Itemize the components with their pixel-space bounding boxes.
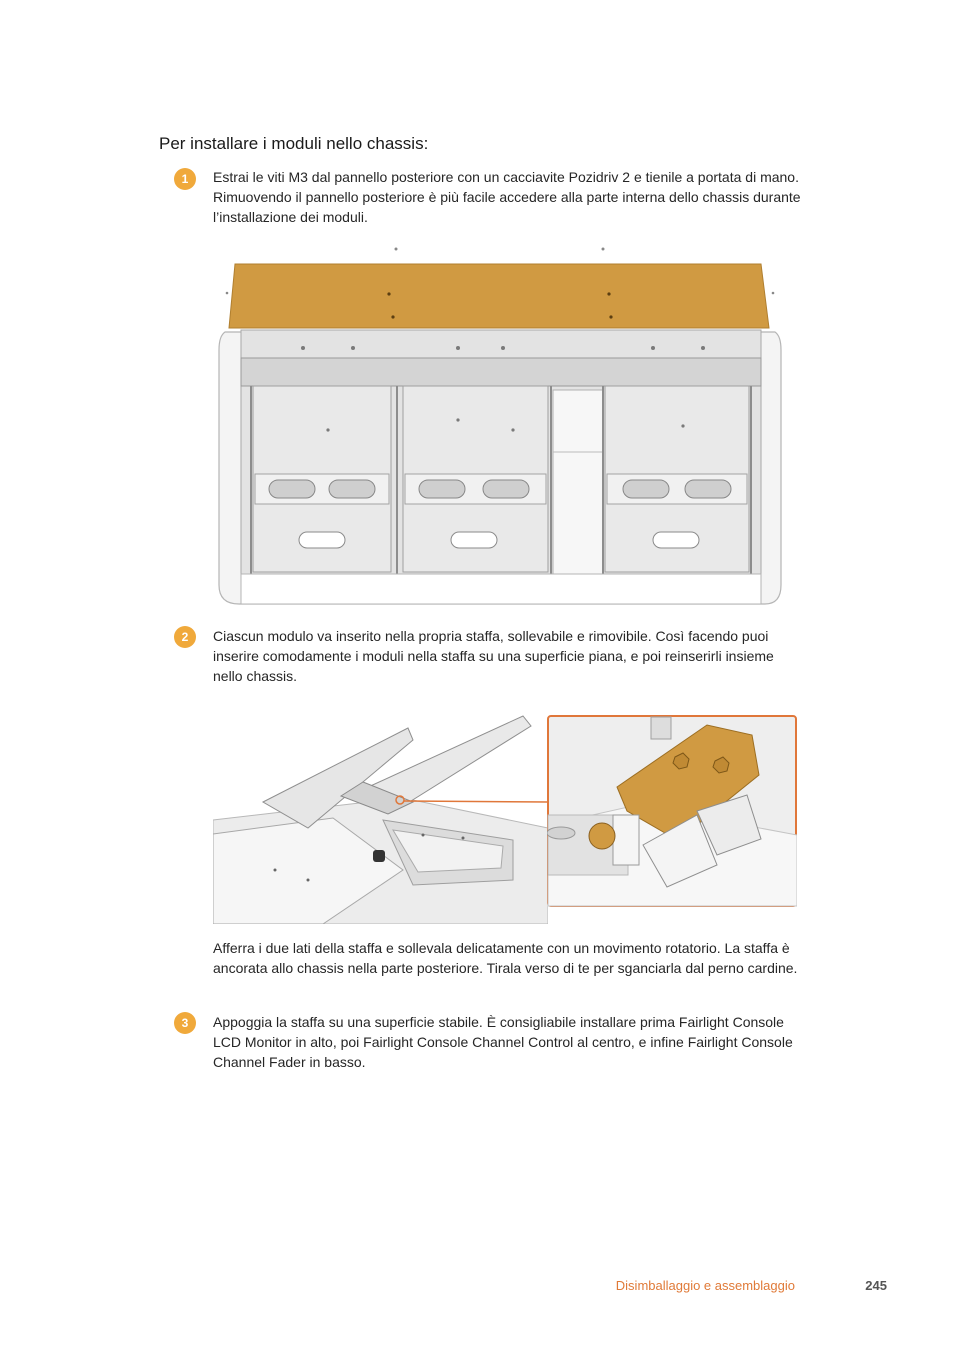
step-2-badge: 2 [174, 626, 196, 648]
step-1-badge: 1 [174, 168, 196, 190]
step-3-badge: 3 [174, 1012, 196, 1034]
section-heading: Per installare i moduli nello chassis: [159, 134, 429, 153]
step-2-followup-text: Afferra i due lati della staffa e sollevala delicatamente con un movimento rotatorio. La staffa è ancorata allo chassis nella parte posteriore. Tirala verso di te per sganciarla dal perno cardine. [213, 940, 798, 976]
step-2-text: Ciascun modulo va inserito nella propria staffa, sollevabile e rimovibile. Così facendo puoi inserire comodamente i moduli nella staffa su una superficie piana, e poi reinserirli insieme nello chassis. [213, 628, 774, 684]
footer-section-title: Disimballaggio e assemblaggio [615, 1278, 795, 1293]
step-3-text: Appoggia la staffa su una superficie stabile. È consigliabile installare prima Fairlight Console LCD Monitor in alto, poi Fairlight Console Channel Control al centro, e infine Fairlight Console Channel Fader in basso. [213, 1014, 793, 1070]
bracket-lift-illustration [213, 710, 548, 924]
page-number: 245 [865, 1278, 887, 1293]
chassis-rear-panel-illustration [213, 240, 788, 612]
hinge-pin-detail-illustration [547, 715, 797, 907]
step-1-text: Estrai le viti M3 dal pannello posteriore con un cacciavite Pozidriv 2 e tienile a portata di mano. Rimuovendo il pannello posteriore è più facile accedere alla parte interna dello chassis durante l’installazione dei moduli. [213, 169, 801, 225]
